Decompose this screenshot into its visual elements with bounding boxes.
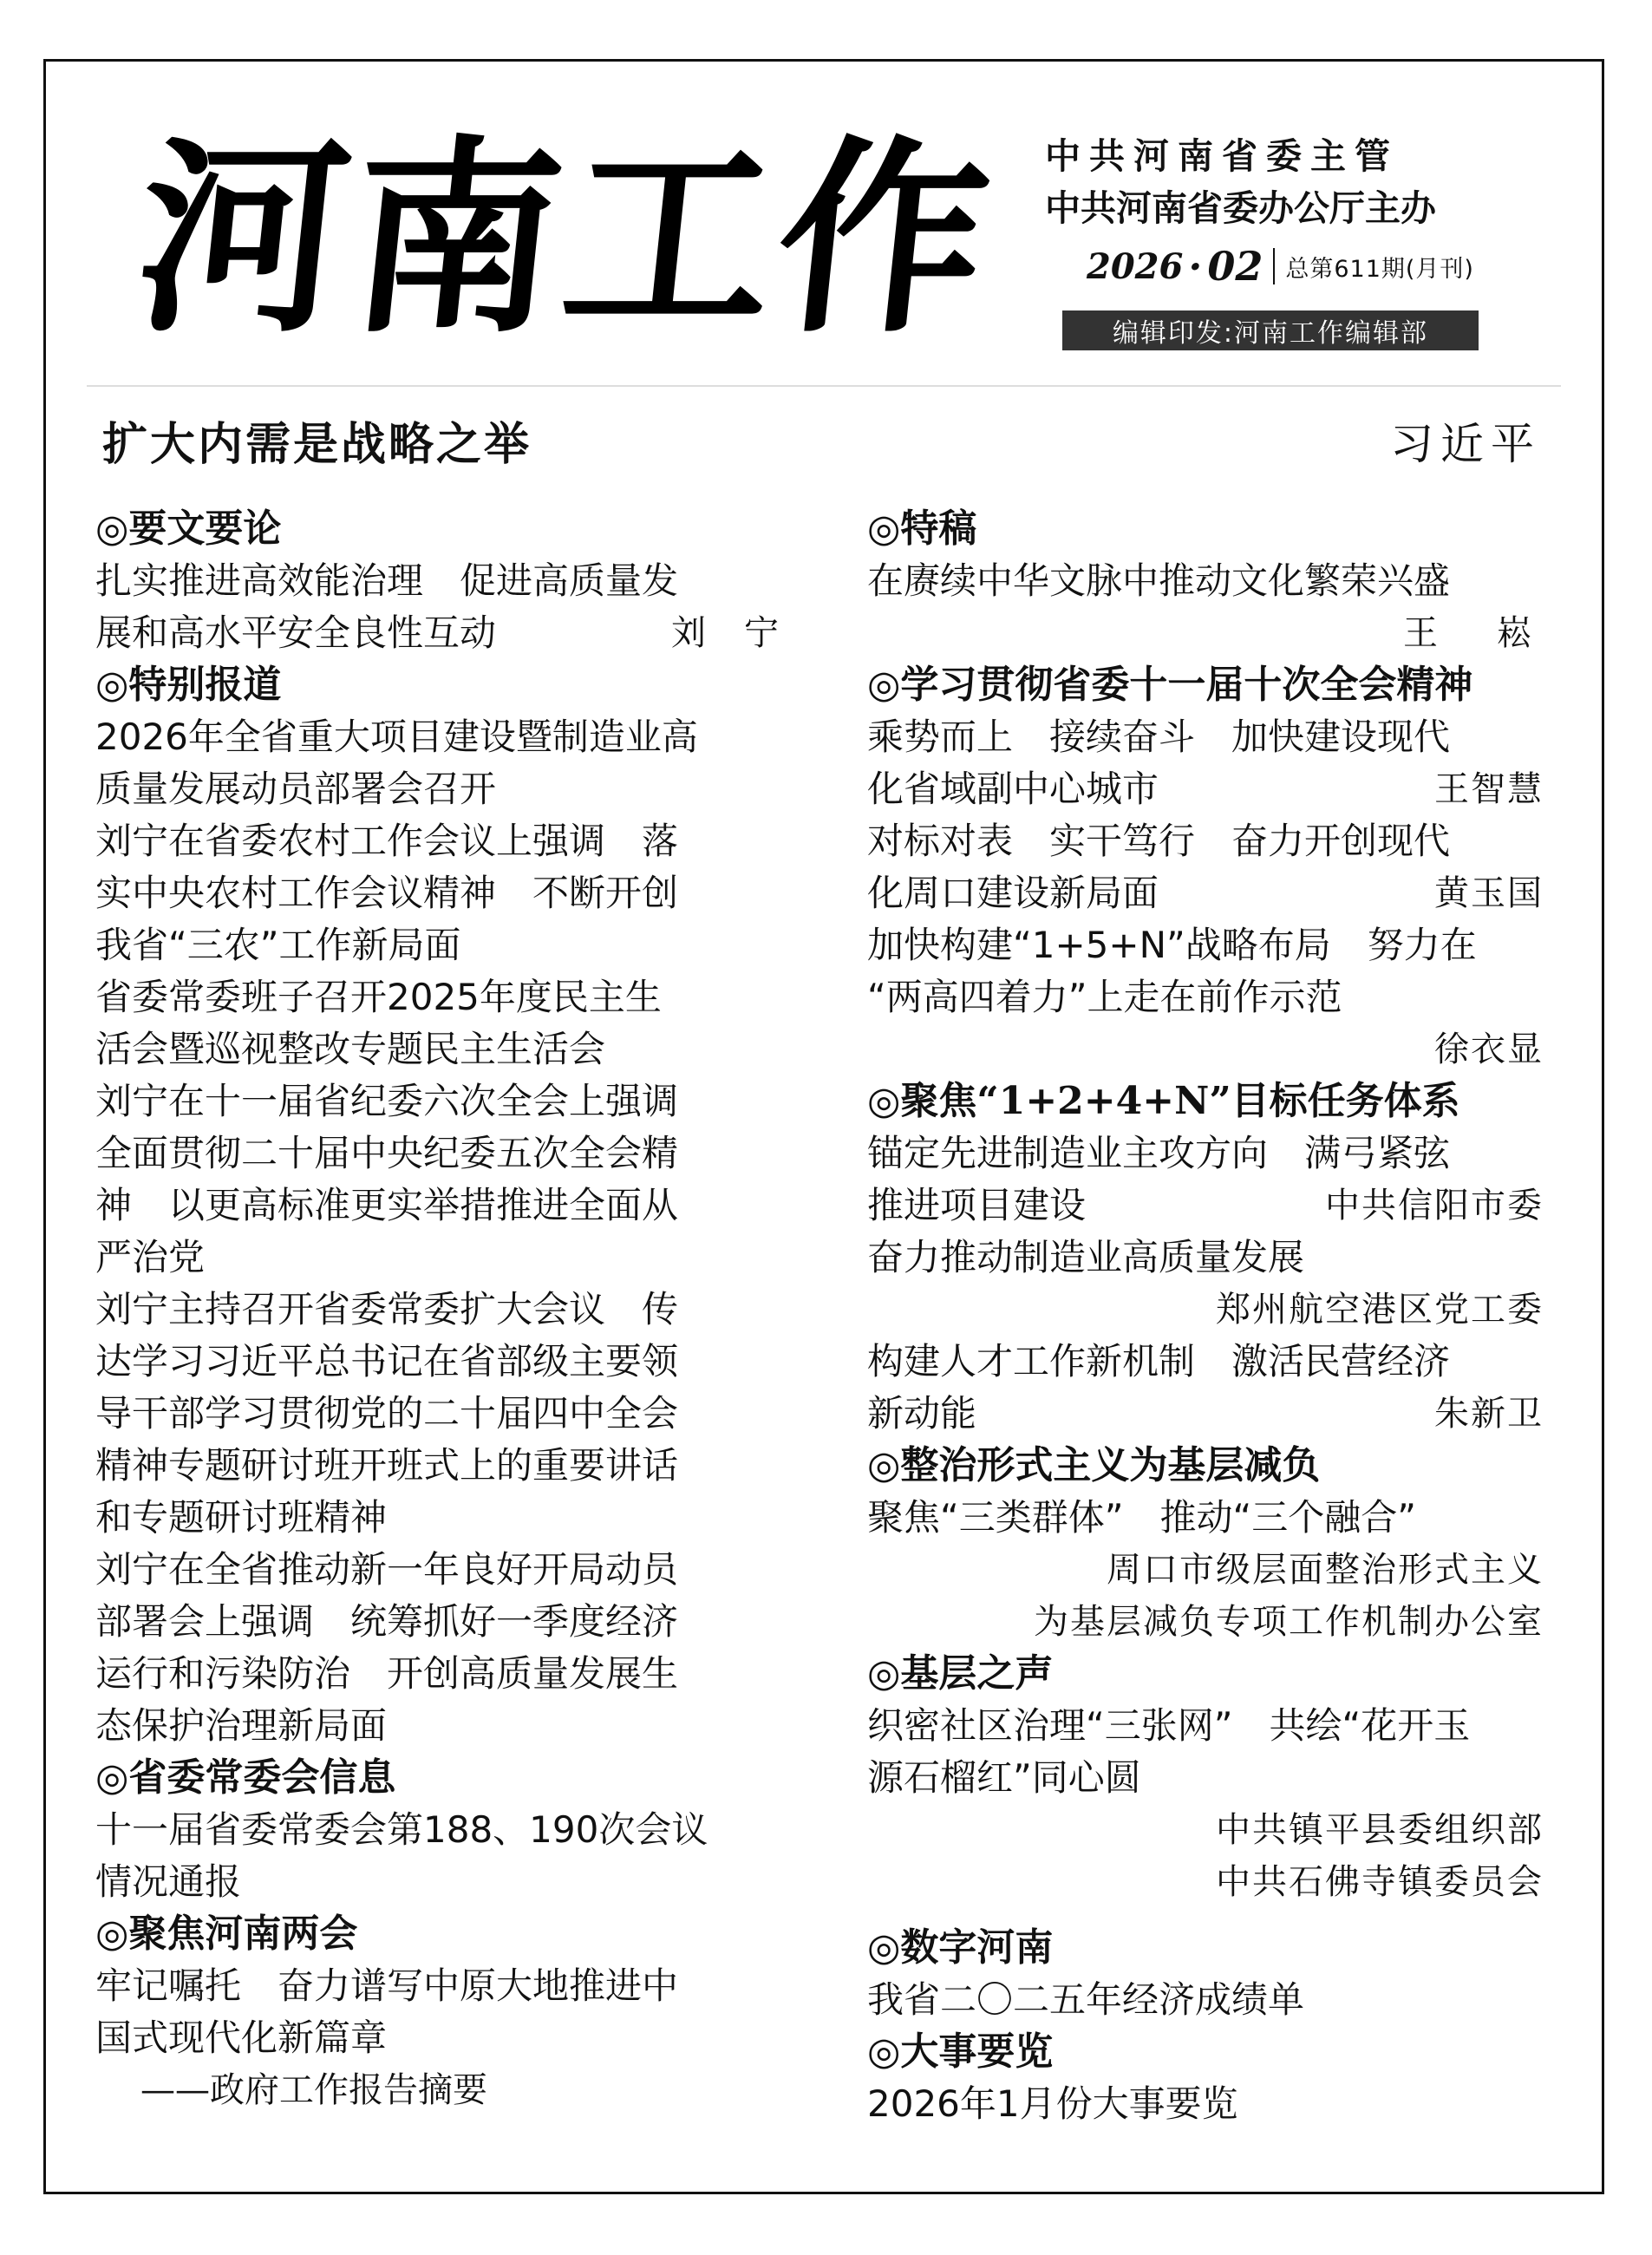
- lead-headline[interactable]: 扩大内需是战略之举: [102, 419, 532, 471]
- article-title-line: 加快构建“1+5+N”战略布局 努力在: [867, 924, 1477, 966]
- article-title-line: 我省二〇二五年经济成绩单: [867, 1978, 1305, 2021]
- article-title-line: 部署会上强调 统筹抓好一季度经济: [95, 1600, 679, 1643]
- issue-number: 02: [1207, 243, 1263, 290]
- section-title: ◎要文要论: [95, 507, 282, 551]
- article-title-line: 省委常委班子召开2025年度民主生: [95, 976, 662, 1018]
- article-title-line: 刘宁在十一届省纪委六次全会上强调: [95, 1080, 679, 1122]
- logo-char: 工: [552, 116, 792, 361]
- article-title-line: 刘宁主持召开省委常委扩大会议 传: [95, 1288, 679, 1330]
- article-author: 中共镇平县委组织部: [1216, 1810, 1544, 1850]
- article-title-line: 织密社区治理“三张网” 共绘“花开玉: [867, 1704, 1471, 1747]
- article-author: 王智慧: [1434, 769, 1544, 809]
- toc-article[interactable]: [867, 711, 1544, 815]
- article-title-line: 推进项目建设 中共信阳市委: [867, 1180, 1544, 1232]
- lead-headline-author: 习近平: [1390, 419, 1541, 469]
- section-title: ◎整治形式主义为基层减负: [867, 1443, 1321, 1487]
- article-title-line: 聚焦“三类群体” 推动“三个融合”: [867, 1496, 1417, 1539]
- masthead-info: [1045, 130, 1496, 350]
- article-title-line: 构建人才工作新机制 激活民营经济: [867, 1340, 1451, 1382]
- toc-right-column: [867, 503, 1544, 2130]
- article-title-line: 在赓续中华文脉中推动文化繁荣兴盛: [867, 559, 1451, 602]
- toc-article[interactable]: [867, 555, 1544, 659]
- article-title-line: 态保护治理新局面: [95, 1704, 388, 1747]
- article-title-line: 锚定先进制造业主攻方向 满弓紧弦: [867, 1132, 1451, 1174]
- toc-article[interactable]: [867, 1336, 1544, 1440]
- toc-article[interactable]: [867, 1128, 1544, 1232]
- article-title-line: 运行和污染防治 开创高质量发展生: [95, 1652, 679, 1695]
- issue-total: 总第611期(月刊): [1285, 255, 1474, 283]
- article-title-line: 源石榴红”同心圆: [867, 1756, 1141, 1799]
- article-author: 王 崧: [1403, 613, 1544, 653]
- article-title-line: 情况通报: [95, 1860, 242, 1903]
- article-author: 中共信阳市委: [1325, 1186, 1544, 1226]
- article-author: 中共石佛寺镇委员会: [1216, 1862, 1544, 1902]
- article-title-line: 神 以更高标准更实举措推进全面从: [95, 1184, 679, 1226]
- toc-article[interactable]: [867, 1492, 1544, 1648]
- article-title-line: 化周口建设新局面 黄玉国: [867, 867, 1544, 919]
- section-title: ◎聚焦“1+2+4+N”目标任务体系: [867, 1079, 1460, 1123]
- article-title-line: 扎实推进高效能治理 促进高质量发: [95, 559, 679, 602]
- article-title-line: 新动能 朱新卫: [867, 1388, 1544, 1440]
- toc-article[interactable]: [95, 815, 780, 971]
- issue-info: [1045, 241, 1496, 291]
- article-title-line: 活会暨巡视整改专题民主生活会: [95, 1028, 606, 1070]
- toc-article[interactable]: [867, 919, 1544, 1075]
- magazine-logo: [126, 113, 1005, 364]
- section-title: ◎特别报道: [95, 663, 282, 707]
- toc-article[interactable]: [867, 2078, 1544, 2130]
- article-title-line: 乘势而上 接续奋斗 加快建设现代: [867, 716, 1451, 758]
- article-title-line: 化省域副中心城市 王智慧: [867, 763, 1544, 815]
- article-title-line: 国式现代化新篇章: [95, 2016, 388, 2059]
- issue-divider: [1273, 248, 1275, 284]
- logo-char: 河: [126, 116, 365, 361]
- article-title-line: 牢记嘱托 奋力谱写中原大地推进中: [95, 1964, 679, 2007]
- article-author: 为基层减负专项工作机制办公室: [1034, 1602, 1544, 1642]
- toc-article[interactable]: [95, 1960, 780, 2116]
- article-title-line: 刘宁在全省推动新一年良好开局动员: [95, 1548, 679, 1591]
- article-author: 刘 宁: [671, 613, 780, 653]
- section-title: ◎聚焦河南两会: [95, 1912, 358, 1956]
- section-title: ◎大事要览: [867, 2030, 1054, 2074]
- sponsor-line: 中共河南省委办公厅主办: [1045, 187, 1436, 229]
- toc-article[interactable]: [95, 555, 780, 659]
- masthead-divider: [87, 385, 1561, 387]
- logo-char: 南: [339, 116, 578, 361]
- article-author: 黄玉国: [1434, 873, 1544, 913]
- article-title-line: 十一届省委常委会第188、190次会议: [95, 1808, 708, 1851]
- article-title-line: 展和高水平安全良性互动 刘 宁: [95, 607, 780, 659]
- article-title-line: 2026年1月份大事要览: [867, 2082, 1238, 2125]
- article-author: 郑州航空港区党工委: [1216, 1290, 1544, 1330]
- logo-char: 作: [766, 116, 1005, 361]
- article-author: 徐衣显: [1434, 1029, 1544, 1069]
- article-title-line: 导干部学习贯彻党的二十届四中全会: [95, 1392, 679, 1435]
- section-title: ◎学习贯彻省委十一届十次全会精神: [867, 663, 1473, 707]
- toc-article[interactable]: [95, 1804, 780, 1908]
- article-title-line: 精神专题研讨班开班式上的重要讲话: [95, 1444, 679, 1487]
- toc-article[interactable]: [95, 971, 780, 1075]
- editor-banner: 编辑印发:河南工作编辑部: [1062, 310, 1479, 350]
- issue-year: 2026: [1087, 245, 1184, 287]
- supervisor-line: 中共河南省委主管: [1045, 135, 1399, 177]
- toc-article[interactable]: [867, 1974, 1544, 2026]
- article-title-line: 我省“三农”工作新局面: [95, 924, 461, 966]
- article-title-line: 和专题研讨班精神: [95, 1496, 388, 1539]
- toc-article[interactable]: [867, 815, 1544, 919]
- toc-article[interactable]: [867, 1700, 1544, 1908]
- spacer: [867, 1908, 1544, 1922]
- article-subtitle: ——政府工作报告摘要: [140, 2070, 487, 2110]
- article-title-line: 对标对表 实干笃行 奋力开创现代: [867, 820, 1451, 862]
- article-title-line: 全面贯彻二十届中央纪委五次全会精: [95, 1132, 679, 1174]
- section-title: ◎基层之声: [867, 1651, 1054, 1696]
- toc-article[interactable]: [95, 1075, 780, 1284]
- toc-article[interactable]: [95, 1284, 780, 1544]
- article-title-line: 达学习习近平总书记在省部级主要领: [95, 1340, 679, 1382]
- toc-article[interactable]: [867, 1232, 1544, 1336]
- toc-article[interactable]: [95, 1544, 780, 1752]
- article-title-line: 2026年全省重大项目建设暨制造业高: [95, 716, 698, 758]
- article-title-line: “两高四着力”上走在前作示范: [867, 976, 1342, 1018]
- section-title: ◎特稿: [867, 507, 977, 551]
- article-title-line: 奋力推动制造业高质量发展: [867, 1236, 1305, 1278]
- article-title-line: 质量发展动员部署会召开: [95, 768, 497, 810]
- article-title-line: 实中央农村工作会议精神 不断开创: [95, 872, 679, 914]
- issue-dot: ·: [1188, 243, 1203, 290]
- article-author: 朱新卫: [1434, 1394, 1544, 1434]
- section-title: ◎数字河南: [867, 1925, 1054, 1970]
- toc-article[interactable]: [95, 711, 780, 815]
- article-title-line: 严治党: [95, 1236, 206, 1278]
- article-author: 周口市级层面整治形式主义: [1107, 1550, 1544, 1590]
- toc-left-column: [95, 503, 780, 2116]
- article-title-line: 刘宁在省委农村工作会议上强调 落: [95, 820, 679, 862]
- section-title: ◎省委常委会信息: [95, 1755, 396, 1800]
